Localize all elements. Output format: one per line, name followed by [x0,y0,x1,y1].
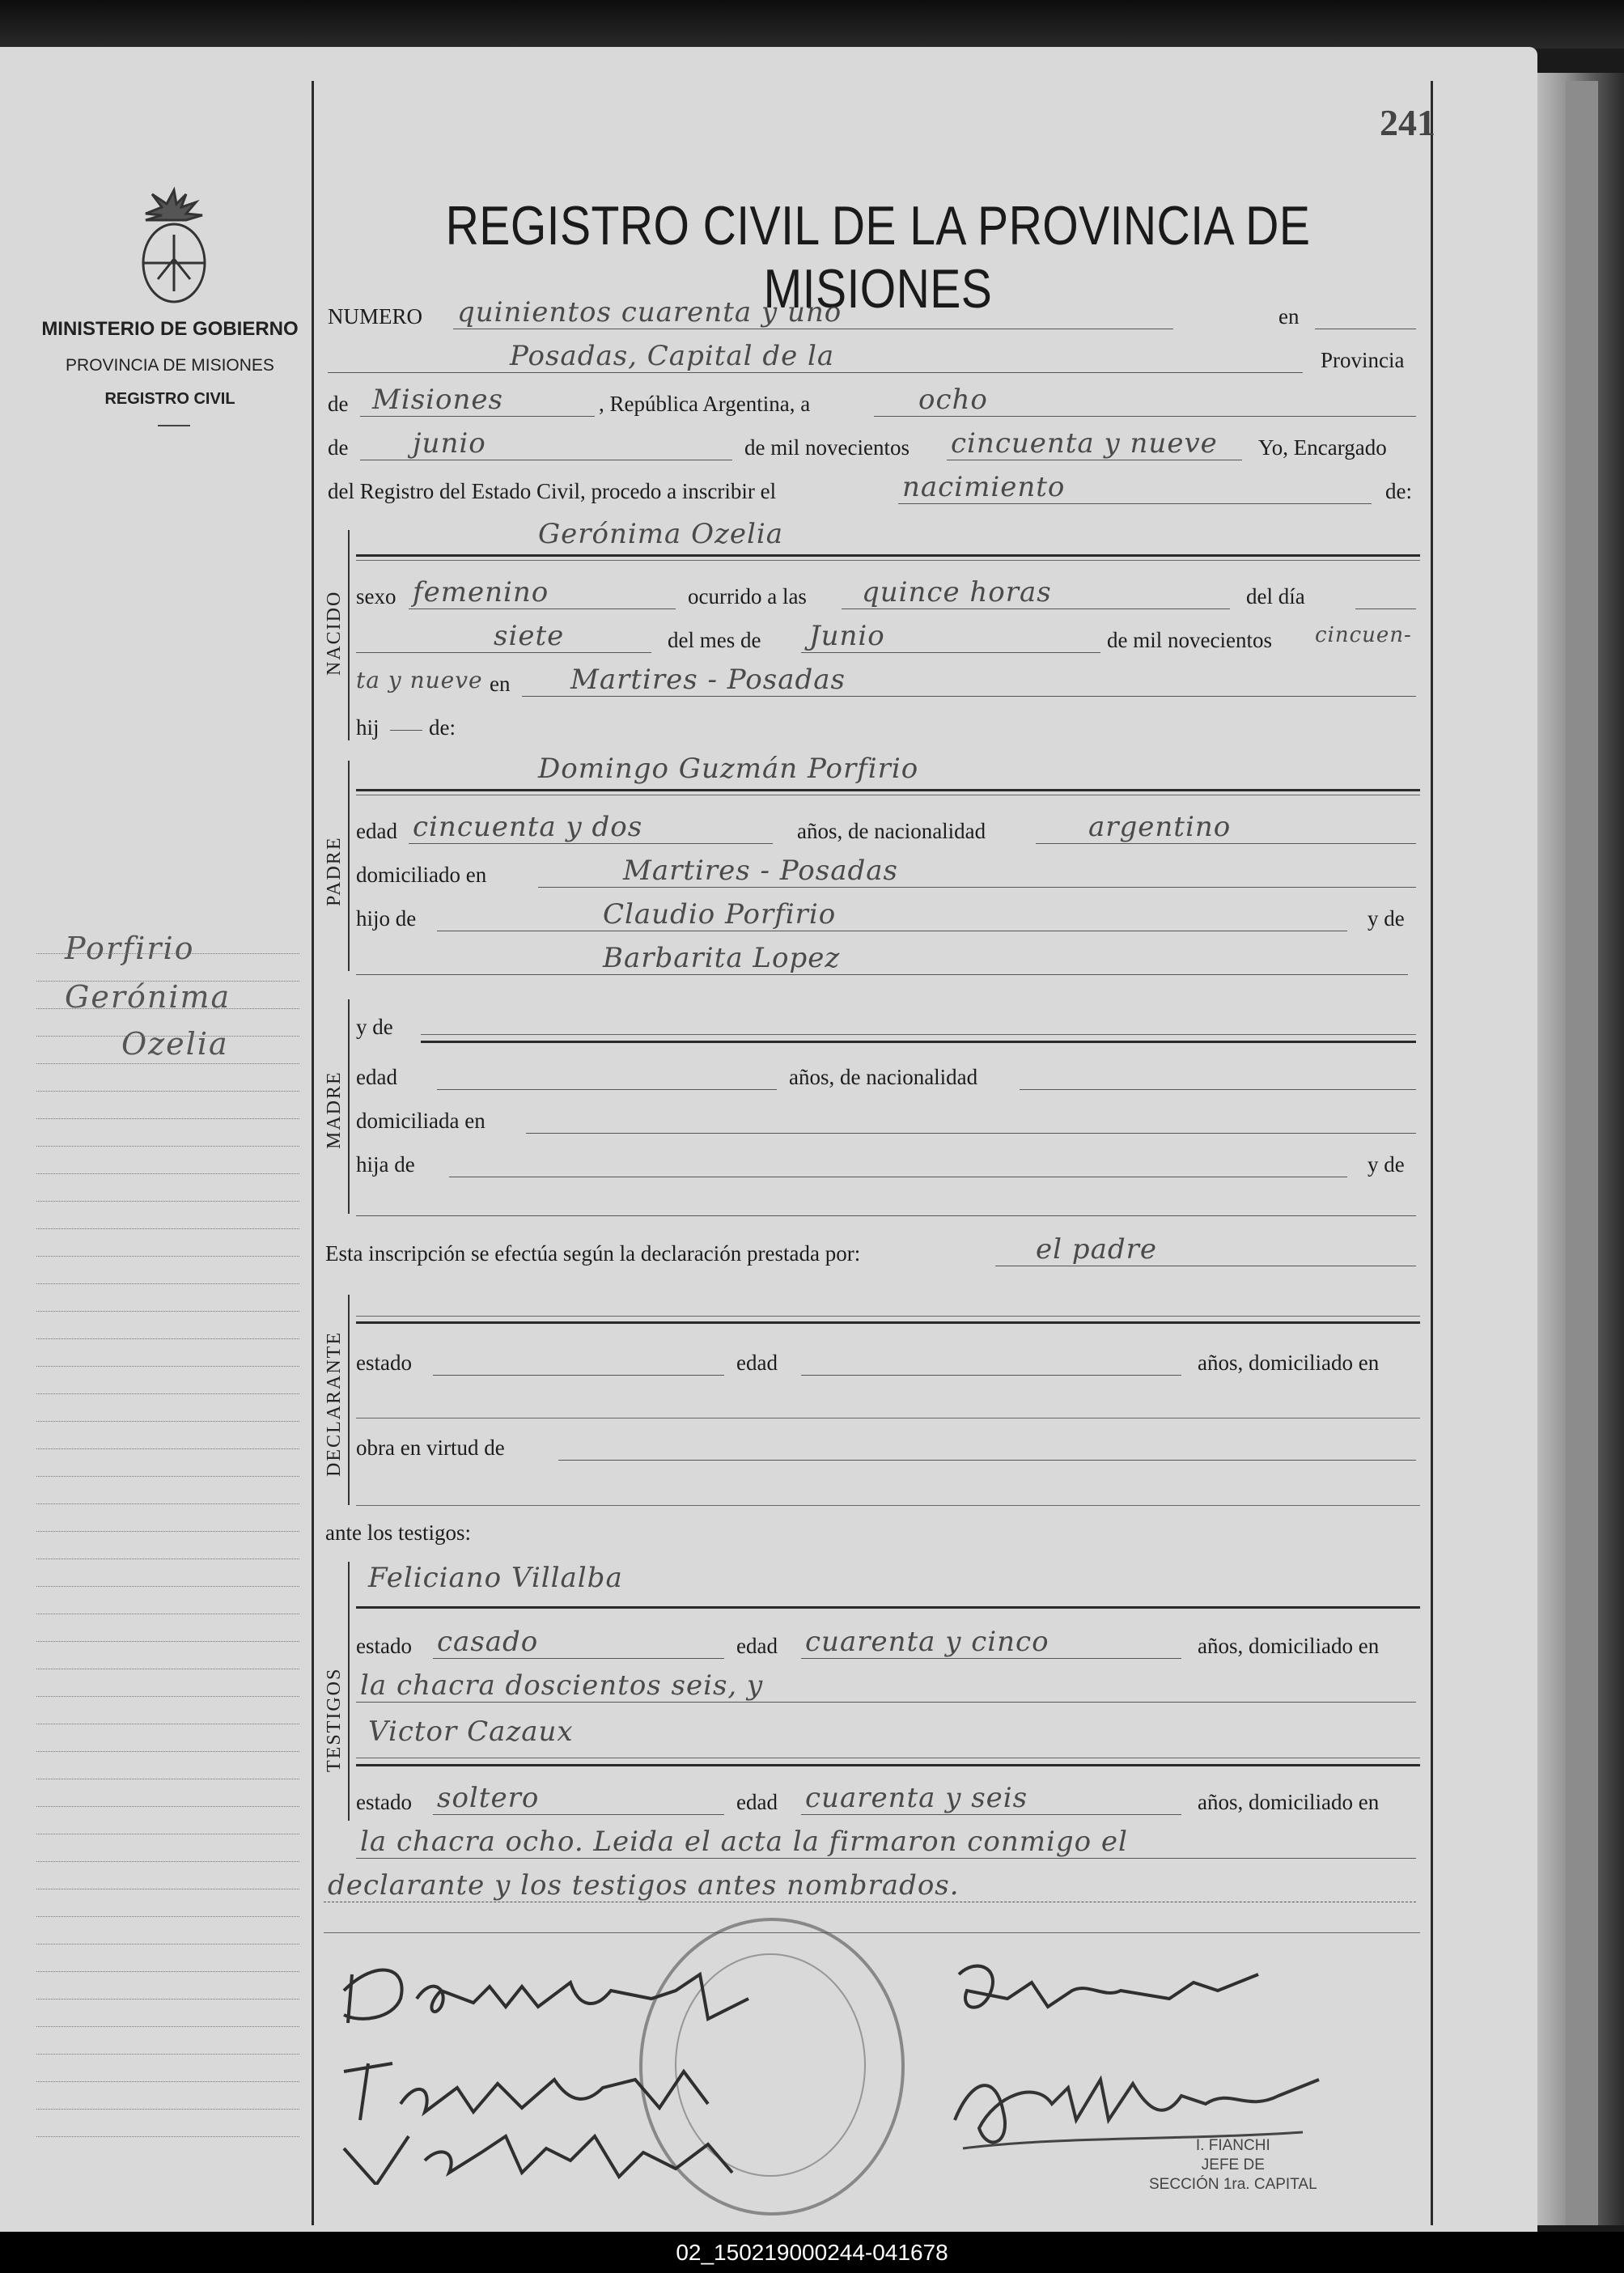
left-rule [312,81,314,2225]
month-value-n: Junio [809,620,885,652]
hij-label: hij [356,715,379,740]
nacido-top-rule [356,554,1420,557]
hour-value: quince horas [862,576,1052,609]
closing-text: declarante y los testigos antes nombrados. [328,1869,960,1902]
row-dom-madre [324,1105,1420,1141]
margin-surname: Porfirio [65,931,195,966]
declarante-label: DECLARANTE [324,1331,345,1477]
numero-label: NUMERO [328,304,423,329]
row-dia [324,620,1420,660]
edad-label-d: edad [736,1351,778,1375]
right-rule [1431,81,1433,2225]
row-obra [324,1432,1420,1468]
y-de-label-m: y de [356,1015,393,1039]
official-line-1: I. FIANCHI [1195,2137,1270,2154]
row-madre-extra [324,1188,1420,1223]
divider [158,425,190,426]
margin-firstname: Gerónima [65,979,231,1015]
official-line-2: JEFE DE [1201,2156,1265,2173]
row-estado-decl [324,1347,1420,1383]
y-de-label-p: y de [1367,906,1405,931]
w1-estado-label: estado [356,1634,412,1658]
binding-edge-2 [1566,81,1598,2225]
row-edad-padre [324,811,1420,851]
province-value: Misiones [372,384,503,416]
hija-field-m [449,1149,1347,1177]
inscripcion-label: Esta inscripción se efectúa según la declaración prestada por: [325,1241,861,1266]
decl-dom-line [356,1418,1420,1419]
madre-extra-field [356,1188,1416,1216]
row-registro [324,471,1420,511]
province-name: PROVINCIA DE MISIONES [66,356,274,375]
nac-field-m [1020,1062,1416,1090]
edad-label-m: edad [356,1065,397,1089]
father-name: Domingo Guzmán Porfirio [538,753,919,785]
place-value-n: Martires - Posadas [570,664,846,696]
row-w1-estado [324,1626,1420,1666]
day-value: ocho [918,384,988,416]
testigos-label: ante los testigos: [325,1520,471,1545]
row-testigos-label [324,1517,1420,1553]
mil-label-n: de mil novecientos [1107,628,1272,652]
de-label-2: de [328,435,349,460]
hij-field [390,712,422,731]
edad-field-d [801,1347,1181,1376]
del-dia-label: del día [1246,584,1305,609]
w2-top-rule [356,1764,1420,1766]
w2-edad-value: cuarenta y seis [805,1782,1028,1814]
testigos-section-label: TESTIGOS [324,1667,345,1772]
declarante-bracket [348,1295,358,1505]
row-place [324,340,1420,380]
y-de-rule-m2 [421,1034,1416,1035]
row-dom-padre [324,854,1420,895]
del-dia-field [1355,581,1416,609]
parent2-value: Barbarita Lopez [603,942,841,974]
nacido-rule-2 [356,560,1420,561]
w1-edad-label: edad [736,1634,778,1658]
row-parent2 [324,942,1420,982]
estado-label-d: estado [356,1351,412,1375]
yo-label: Yo, Encargado [1258,435,1387,460]
inscripcion-value: el padre [1036,1233,1157,1266]
w2-estado-value: soltero [437,1782,540,1814]
en-label: en [1278,304,1300,329]
padre-label: PADRE [324,836,345,906]
hij-de-label: de: [429,715,456,740]
w2-estado-label: estado [356,1790,412,1814]
y-de-rule-m [421,1041,1416,1043]
w1-edad-value: cuarenta y cinco [805,1626,1049,1658]
coat-of-arms-icon [129,186,218,307]
row-w1-dom [324,1669,1420,1710]
ministry-name: MINISTERIO DE GOBIERNO [41,318,299,340]
act-value: nacimiento [902,471,1066,503]
margin-secondname: Ozelia [121,1026,229,1062]
sexo-value: femenino [413,576,549,609]
padre-top-rule [356,789,1420,791]
parent1-field [437,903,1347,931]
dom-field-m [526,1105,1416,1134]
sexo-label: sexo [356,584,396,609]
month-value: junio [413,427,486,460]
registro-label: del Registro del Estado Civil, procedo a inscribir el [328,479,777,503]
page-number: 241 [1380,102,1435,143]
parent1-value: Claudio Porfirio [603,898,837,931]
year-value-n-b: ta y nueve [356,667,483,693]
row-numero [324,296,1420,337]
declarante-top-rule [356,1321,1420,1324]
child-name: Gerónima Ozelia [538,518,784,550]
ocurrido-label: ocurrido a las [688,584,807,609]
row-y-de-madre [324,1011,1420,1047]
dom-label-p: domiciliado en [356,863,487,887]
provincia-label: Provincia [1321,348,1405,372]
document-title: REGISTRO CIVIL DE LA PROVINCIA DE MISIONES [445,195,1311,320]
w1-top-rule [356,1606,1420,1609]
dom-label-m: domiciliada en [356,1109,486,1133]
declarante-rule-2 [356,1316,1420,1317]
de-colon: de: [1385,479,1412,503]
w1-dom-value: la chacra doscientos seis, y [360,1669,764,1702]
hija-label-m: hija de [356,1152,415,1177]
top-shadow [0,0,1624,49]
madre-label: MADRE [324,1071,345,1149]
row-inscripcion [324,1233,1420,1274]
nacido-label: NACIDO [324,590,345,676]
official-line-3: SECCIÓN 1ra. CAPITAL [1149,2176,1317,2193]
edad-field-m [437,1062,777,1090]
place-value: Posadas, Capital de la [510,340,835,372]
y-de-label-m2: y de [1367,1152,1405,1177]
republica-label: , República Argentina, a [599,392,811,416]
anos-label-m: años, de nacionalidad [789,1065,978,1089]
year-value-n-a: cincuen- [1315,623,1412,647]
row-hijo-padre [324,898,1420,939]
obra-label: obra en virtud de [356,1435,505,1460]
dom-value-p: Martires - Posadas [623,854,898,887]
numero-value: quinientos cuarenta y uno [457,296,842,329]
row-edad-madre [324,1062,1420,1097]
w2-edad-label: edad [736,1790,778,1814]
w1-anos-label: años, domiciliado en [1198,1634,1380,1658]
w2-dom-value: la chacra ocho. Leida el acta la firmaron conmigo el [360,1826,1128,1858]
row-month [324,427,1420,468]
day-value-n: siete [494,620,565,652]
mil-label: de mil novecientos [744,435,910,460]
en-label-n: en [490,672,511,696]
row-sexo [324,576,1420,617]
obra-field [558,1432,1416,1461]
row-hija-madre [324,1149,1420,1185]
anos-label-p: años, de nacionalidad [797,819,986,843]
estado-field-d [433,1347,724,1376]
official-title-block [1149,2136,1317,2195]
row-closing [324,1869,1420,1910]
en-field [1315,301,1416,329]
mes-label: del mes de [668,628,761,652]
decl-bottom-line [356,1505,1420,1506]
margin-ruled-lines [36,927,299,2137]
w1-estado-value: casado [437,1626,539,1658]
registry-name: REGISTRO CIVIL [104,390,235,408]
year-value: cincuenta y nueve [951,427,1218,460]
parent2-field [356,947,1408,975]
w2-anos-label: años, domiciliado en [1198,1790,1380,1814]
nac-value-p: argentino [1088,811,1232,843]
hijo-label-p: hijo de [356,906,417,931]
witness2-name: Victor Cazaux [368,1715,574,1748]
row-w2-estado [324,1782,1420,1822]
edad-value-p: cincuenta y dos [413,811,643,843]
closing-line-2 [324,1932,1420,1933]
witness1-name: Feliciano Villalba [368,1562,623,1594]
image-id-footer: 02_150219000244-041678 [0,2232,1624,2273]
de-label: de [328,392,349,416]
anos-label-d: años, domiciliado en [1198,1351,1380,1375]
edad-label-p: edad [356,819,397,843]
row-province [324,384,1420,424]
row-en [324,664,1420,704]
row-hij [324,712,1420,748]
row-w2-dom [324,1826,1420,1866]
